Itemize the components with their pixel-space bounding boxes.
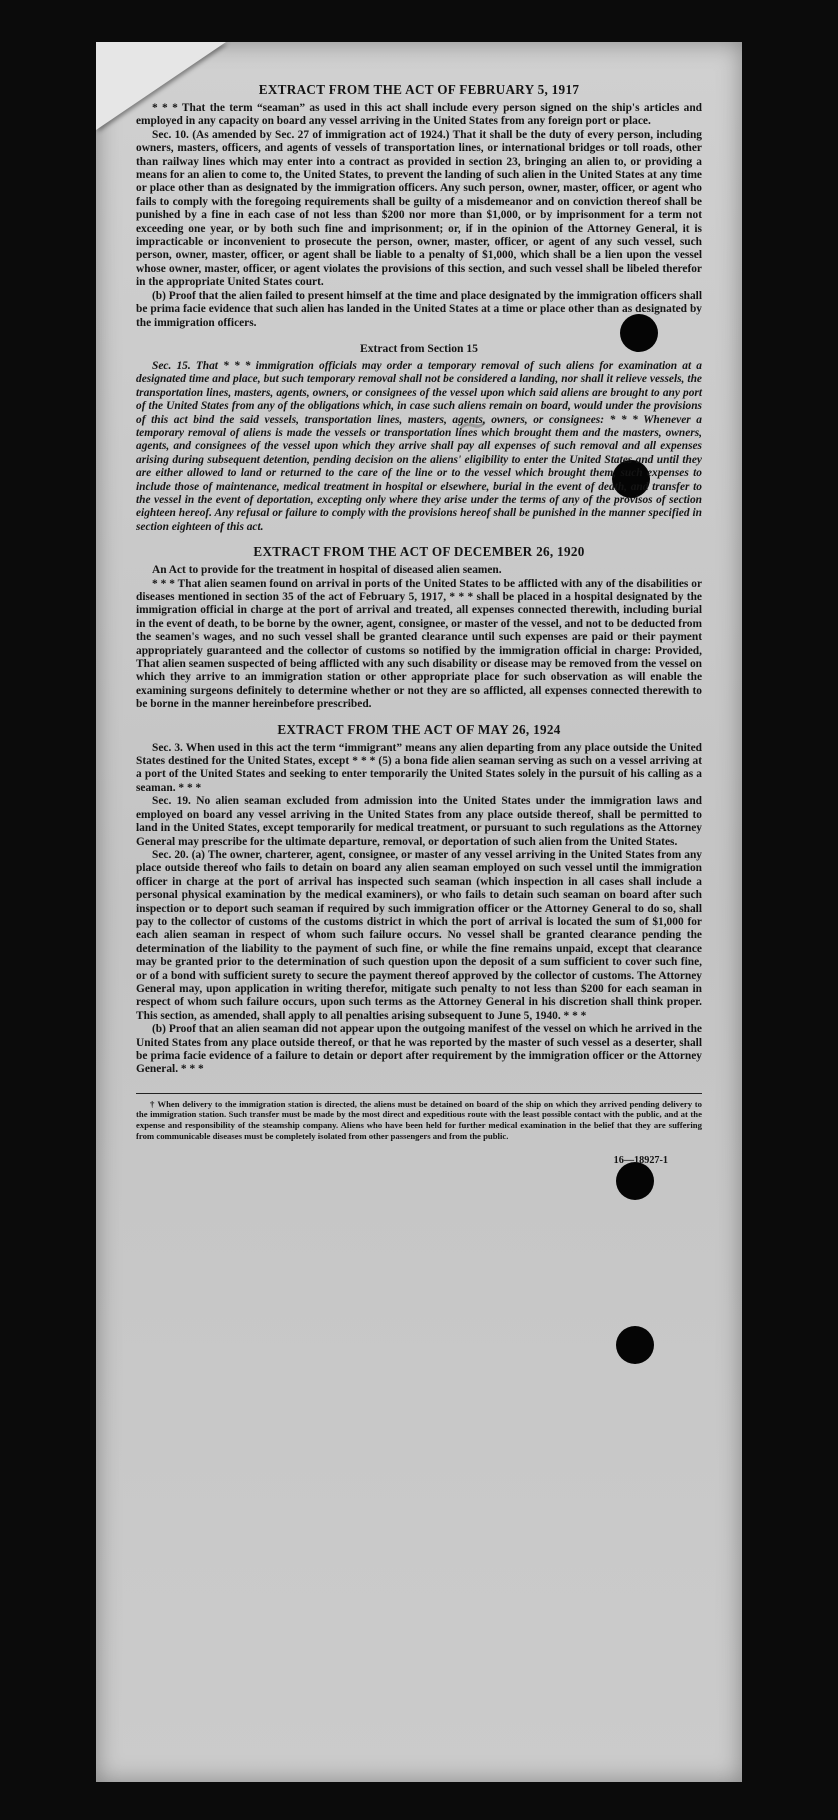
document-text	[136, 72, 702, 1166]
punch-hole	[616, 1326, 654, 1364]
heading-act-1924: EXTRACT FROM THE ACT OF MAY 26, 1924	[277, 721, 561, 737]
footnote-text: † When delivery to the immigration station is directed, the aliens must be detained on board of the ship on which they arrived pending delivery to the immigration station. Such transfer must be made by the most direct and expeditious route with the least possible contact with the public, and at the expense and responsibility of the steamship company. Aliens who have been held for further medical examination in the belief that they are suffering from communicable diseases must be completely isolated from other passengers and from the public.	[136, 1098, 702, 1141]
paragraph-section-20b: (b) Proof that an alien seaman did not appear upon the outgoing manifest of the vessel on which he arrived in the United States from any place outside thereof, or that he was reported by the master of such vessel as a deserter, shall be prima facie evidence of a failure to detain or deport after requirement by the immigration officer or the Attorney General. * * *	[136, 1023, 702, 1076]
faint-handwriting: ~	[453, 400, 492, 450]
paragraph-seaman-definition: * * * That the term “seaman” as used in this act shall include every person signed on the ship's articles and employed in any capacity on board any vessel arriving in the United States from any foreign port or place.	[136, 102, 702, 128]
paragraph-section-10b: (b) Proof that the alien failed to present himself at the time and place designated by the immigration officers shall be prima facie evidence that such alien has landed in the United States at a time or place other than as designated by the immigration officers.	[136, 289, 702, 329]
footnote	[136, 1093, 702, 1141]
paragraph-1920-title: An Act to provide for the treatment in hospital of diseased alien seamen.	[152, 564, 502, 577]
punch-hole	[616, 1162, 654, 1200]
document-number: 16—18927-1	[613, 1155, 668, 1167]
heading-act-1917: EXTRACT FROM THE ACT OF FEBRUARY 5, 1917	[258, 82, 580, 97]
paragraph-section-10: Sec. 10. (As amended by Sec. 27 of immigration act of 1924.) That it shall be the duty of every person, including owners, masters, officers, and agents of vessels of transportation lines, or international bridges or toll roads, other than railway lines which may enter into a contract as provided in section 23, bringing an alien to, or providing a means for an alien to come to, the United States, to prevent the landing of such alien in the United States at any time or place other than as designated by the immigration officers. Any such person, owner, master, officer, or agent who fails to comply with the foregoing requirements shall be guilty of a misdemeanor and on conviction thereof shall be punished by a fine in each case of not less than $200 nor more than $1,000, or by imprisonment for a term not exceeding one year, or by both such fine and imprisonment; or, if in the opinion of the Attorney General, it is impracticable or inconvenient to prosecute the person, owner, master, officer, or agent of any such vessel, such person, owner, master, officer, or agent shall be liable to a penalty of $1,000, which shall be a lien upon the vessel whose owner, master, officer, or agent violates the provisions of this section, and such vessel shall be libeled therefor in the appropriate United States court.	[136, 128, 702, 289]
heading-section-15: Extract from Section 15	[360, 341, 478, 355]
paragraph-1920-body: * * * That alien seamen found on arrival in ports of the United States to be afflicted with any of the disabilities or diseases mentioned in section 35 of the act of February 5, 1917, * * * shall be placed in a hospital designated by the immigration official in charge at the port of arrival and treated, all expenses connected therewith, including burial in the event of death, to be borne by the owner, agent, consignee, or master of the vessel, and not to be deducted from the seamen's wages, and no such vessel shall be granted clearance until such expenses are paid or their payment appropriately guaranteed and the collector of customs so notified by the immigration official in charge: Provided, That alien seamen suspected of being afflicted with any such disability or disease may be removed from the vessel on which they arrive to an immigration station or other appropriate place for such observation as will enable the examining surgeons definitely to determine whether or not they are so afflicted, all expenses connected therewith to be borne in the manner hereinbefore prescribed.	[136, 577, 702, 711]
heading-act-1920: EXTRACT FROM THE ACT OF DECEMBER 26, 1920	[253, 544, 585, 560]
paragraph-section-15: Sec. 15. That * * * immigration officials may order a temporary removal of such aliens for examination at a designated time and place, but such temporary removal shall not be considered a landing, nor shall it relieve vessels, the transportation lines, masters, agents, owners, or consignees of the vessel upon which said aliens are brought to any port of the United States from any of the obligations which, in case such aliens remain on board, would under the provisions of this act bind the said vessels, transportation lines, masters, agents, owners, or consignees: * * * Whenever a temporary removal of aliens is made the vessels or transportation lines which brought them and the masters, owners, agents, and consignees of the vessel upon which they arrive shall pay all expenses of such removal and all expenses arising during subsequent detention, pending decision on the aliens' eligibility to enter the United States and until they are either allowed to land or returned to the care of the line or to the vessel which brought them, such expenses to include those of maintenance, medical treatment in hospital or elsewhere, burial in the event of death, and transfer to the vessel in the event of deportation, excepting only where they arise under the terms of any of the provisos of section eighteen hereof. Any refusal or failure to comply with the provisions hereof shall be punished in the manner specified in section eighteen of this act.	[136, 359, 702, 533]
paragraph-section-20a: Sec. 20. (a) The owner, charterer, agent, consignee, or master of any vessel arriving in the United States from any place outside thereof who fails to detain on board any alien seaman employed on such vessel until the immigration officer in charge at the port of arrival has inspected such seaman (which inspection in all cases shall include a personal physical examination by the medical examiners), or who fails to detain such seaman on board after such inspection or to deport such seaman if required by such immigration officer or the Attorney General to do so, shall pay to the collector of customs of the customs district in which the port of arrival is located the sum of $1,000 for each alien seaman in respect of whom such failure occurs. No vessel shall be granted clearance pending the determination of the liability to the payment of such fine, or while the fine remains unpaid, except that clearance may be granted prior to the determination of such question upon the deposit of a sum sufficient to cover such fine, or of a bond with sufficient surety to secure the payment thereof approved by the collector of customs. The Attorney General may, upon application in writing therefor, mitigate such penalty to not less than $200 for each seaman in respect of whom such failure occurs, upon such terms as the Attorney General in his discretion shall think proper. This section, as amended, shall apply to all penalties arising subsequent to June 5, 1940. * * *	[136, 848, 702, 1022]
paragraph-section-19: Sec. 19. No alien seaman excluded from admission into the United States under the immigration laws and employed on board any vessel arriving in the United States from any place outside thereof, shall be permitted to land in the United States, except temporarily for medical treatment, or pursuant to such regulations as the Attorney General may prescribe for the ultimate departure, removal, or deportation of such alien from the United States.	[136, 795, 702, 848]
document-page	[96, 42, 742, 1782]
paragraph-section-3: Sec. 3. When used in this act the term “immigrant” means any alien departing from any place outside the United States destined for the United States, except * * * (5) a bona fide alien seaman serving as such on a vessel arriving at a port of the United States and seeking to enter temporarily the United States solely in the pursuit of his calling as a seaman. * * *	[136, 741, 702, 794]
